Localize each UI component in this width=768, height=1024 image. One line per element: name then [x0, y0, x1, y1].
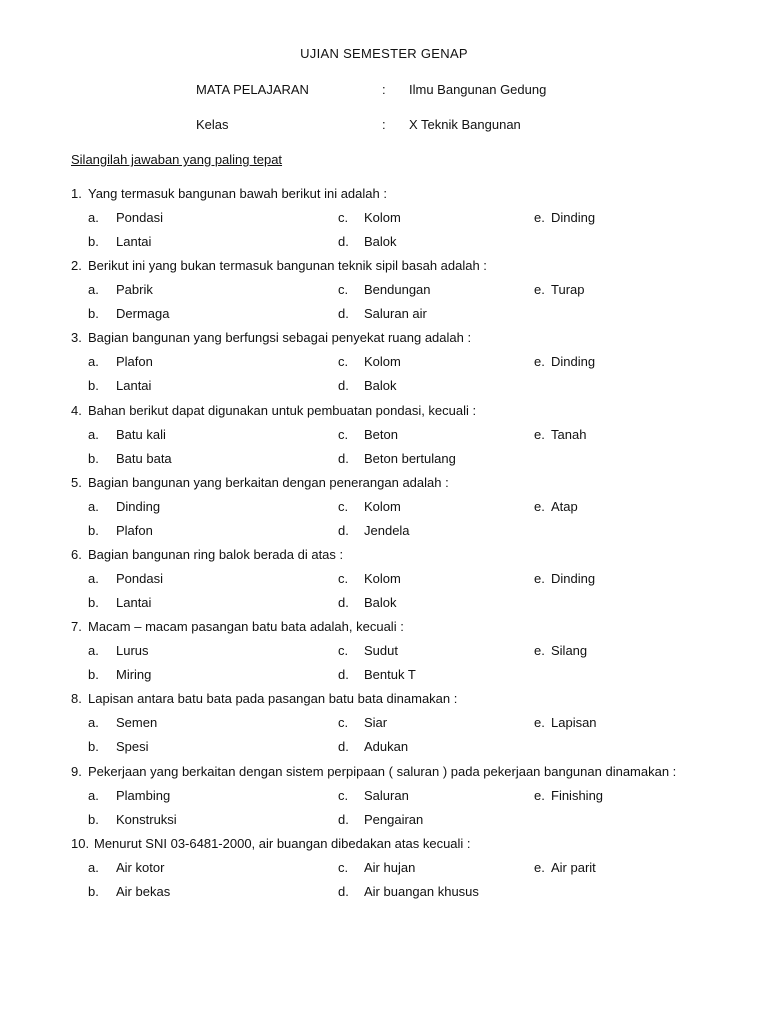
option-letter[interactable]: a.	[88, 210, 99, 225]
option-text[interactable]: Kolom	[364, 571, 401, 586]
option-text[interactable]: Atap	[551, 499, 578, 514]
option-letter[interactable]: b.	[88, 667, 99, 682]
option-text[interactable]: Kolom	[364, 210, 401, 225]
option-letter[interactable]: a.	[88, 427, 99, 442]
question-text: Pekerjaan yang berkaitan dengan sistem perpipaan ( saluran ) pada pekerjaan bangunan dinamakan :	[88, 764, 677, 779]
option-letter[interactable]: e.	[534, 715, 545, 730]
question-text: Bagian bangunan yang berfungsi sebagai penyekat ruang adalah :	[88, 330, 472, 345]
option-letter[interactable]: a.	[88, 788, 99, 803]
question-text: Bagian bangunan yang berkaitan dengan penerangan adalah :	[88, 475, 449, 490]
instruction: Silangilah jawaban yang paling tepat	[71, 152, 283, 167]
subject-label: MATA PELAJARAN	[196, 82, 309, 97]
option-letter[interactable]: e.	[534, 499, 545, 514]
option-text[interactable]: Kolom	[364, 354, 401, 369]
option-letter[interactable]: d.	[338, 595, 349, 610]
option-text[interactable]: Saluran	[364, 788, 409, 803]
option-letter[interactable]: a.	[88, 715, 99, 730]
option-text[interactable]: Pondasi	[116, 210, 163, 225]
question-text: Berikut ini yang bukan termasuk bangunan teknik sipil basah adalah :	[88, 258, 487, 273]
option-letter[interactable]: d.	[338, 884, 349, 899]
option-text[interactable]: Pondasi	[116, 571, 163, 586]
question-number: 8.	[71, 691, 82, 706]
option-letter[interactable]: b.	[88, 234, 99, 249]
option-text[interactable]: Siar	[364, 715, 388, 730]
option-text[interactable]: Semen	[116, 715, 158, 730]
question-number: 1.	[71, 186, 82, 201]
option-text[interactable]: Dinding	[551, 571, 596, 586]
option-letter[interactable]: b.	[88, 739, 99, 754]
question-text: Lapisan antara batu bata pada pasangan batu bata dinamakan :	[88, 691, 458, 706]
option-text[interactable]: Air kotor	[116, 860, 165, 875]
option-letter[interactable]: c.	[338, 788, 349, 803]
option-letter[interactable]: d.	[338, 306, 349, 321]
option-letter[interactable]: a.	[88, 499, 99, 514]
option-text[interactable]: Kolom	[364, 499, 401, 514]
option-text[interactable]: Bentuk T	[364, 667, 416, 682]
option-text[interactable]: Plafon	[116, 354, 153, 369]
question-number: 10.	[71, 836, 90, 851]
option-text[interactable]: Balok	[364, 378, 397, 393]
option-text[interactable]: Lantai	[116, 378, 152, 393]
option-text[interactable]: Spesi	[116, 739, 149, 754]
option-text[interactable]: Finishing	[551, 788, 604, 803]
option-text[interactable]: Lapisan	[551, 715, 597, 730]
option-text[interactable]: Bendungan	[364, 282, 431, 297]
option-letter[interactable]: d.	[338, 667, 349, 682]
option-letter[interactable]: d.	[338, 812, 349, 827]
option-letter[interactable]: c.	[338, 860, 349, 875]
option-text[interactable]: Balok	[364, 234, 397, 249]
option-text[interactable]: Tanah	[551, 427, 587, 442]
option-text[interactable]: Balok	[364, 595, 397, 610]
option-letter[interactable]: b.	[88, 306, 99, 321]
subject-colon: :	[382, 82, 386, 97]
option-text[interactable]: Air parit	[551, 860, 596, 875]
option-letter[interactable]: c.	[338, 210, 349, 225]
option-text[interactable]: Dinding	[116, 499, 161, 514]
option-text[interactable]: Beton bertulang	[364, 451, 456, 466]
option-text[interactable]: Beton	[364, 427, 398, 442]
option-text[interactable]: Lantai	[116, 234, 152, 249]
question-number: 9.	[71, 764, 82, 779]
option-text[interactable]: Dermaga	[116, 306, 170, 321]
option-letter[interactable]: e.	[534, 427, 545, 442]
option-text[interactable]: Air buangan khusus	[364, 884, 479, 899]
question-number: 4.	[71, 403, 82, 418]
option-letter[interactable]: c.	[338, 354, 349, 369]
question-text: Menurut SNI 03-6481-2000, air buangan dibedakan atas kecuali :	[94, 836, 471, 851]
option-text[interactable]: Plafon	[116, 523, 153, 538]
option-letter[interactable]: d.	[338, 451, 349, 466]
option-text[interactable]: Air hujan	[364, 860, 416, 875]
option-letter[interactable]: c.	[338, 715, 349, 730]
question-text: Bagian bangunan ring balok berada di atas :	[88, 547, 344, 562]
subject-value: Ilmu Bangunan Gedung	[409, 82, 547, 97]
option-letter[interactable]: e.	[534, 210, 545, 225]
question-number: 7.	[71, 619, 82, 634]
question-text: Yang termasuk bangunan bawah berikut ini adalah :	[88, 186, 387, 201]
question-number: 5.	[71, 475, 82, 490]
question-number: 6.	[71, 547, 82, 562]
question-text: Macam – macam pasangan batu bata adalah, kecuali :	[88, 619, 404, 634]
option-text[interactable]: Dinding	[551, 210, 596, 225]
option-letter[interactable]: a.	[88, 354, 99, 369]
option-letter[interactable]: d.	[338, 378, 349, 393]
exam-title: UJIAN SEMESTER GENAP	[300, 46, 468, 61]
option-text[interactable]: Lurus	[116, 643, 149, 658]
option-letter[interactable]: a.	[88, 571, 99, 586]
option-letter[interactable]: e.	[534, 643, 545, 658]
option-text[interactable]: Batu kali	[116, 427, 166, 442]
option-text[interactable]: Adukan	[364, 739, 409, 754]
option-letter[interactable]: a.	[88, 860, 99, 875]
question-number: 2.	[71, 258, 82, 273]
option-text[interactable]: Jendela	[364, 523, 410, 538]
option-letter[interactable]: d.	[338, 523, 349, 538]
option-text[interactable]: Sudut	[364, 643, 398, 658]
option-text[interactable]: Dinding	[551, 354, 596, 369]
option-letter[interactable]: a.	[88, 643, 99, 658]
option-letter[interactable]: e.	[534, 282, 545, 297]
option-letter[interactable]: e.	[534, 571, 545, 586]
option-letter[interactable]: b.	[88, 523, 99, 538]
option-letter[interactable]: d.	[338, 739, 349, 754]
option-letter[interactable]: c.	[338, 571, 349, 586]
option-text[interactable]: Plambing	[116, 788, 171, 803]
class-value: X Teknik Bangunan	[409, 117, 521, 132]
option-text[interactable]: Miring	[116, 667, 152, 682]
option-text[interactable]: Silang	[551, 643, 588, 658]
option-letter[interactable]: a.	[88, 282, 99, 297]
option-letter[interactable]: c.	[338, 427, 349, 442]
option-text[interactable]: Konstruksi	[116, 812, 177, 827]
option-letter[interactable]: b.	[88, 595, 99, 610]
option-letter[interactable]: b.	[88, 451, 99, 466]
option-text[interactable]: Pabrik	[116, 282, 153, 297]
option-letter[interactable]: b.	[88, 812, 99, 827]
class-colon: :	[382, 117, 386, 132]
question-text: Bahan berikut dapat digunakan untuk pembuatan pondasi, kecuali :	[88, 403, 477, 418]
option-text[interactable]: Pengairan	[364, 812, 424, 827]
option-letter[interactable]: c.	[338, 282, 349, 297]
option-text[interactable]: Saluran air	[364, 306, 427, 321]
option-text[interactable]: Lantai	[116, 595, 152, 610]
option-text[interactable]: Turap	[551, 282, 585, 297]
option-letter[interactable]: c.	[338, 643, 349, 658]
option-letter[interactable]: d.	[338, 234, 349, 249]
question-number: 3.	[71, 330, 82, 345]
option-letter[interactable]: b.	[88, 378, 99, 393]
option-letter[interactable]: b.	[88, 884, 99, 899]
option-text[interactable]: Batu bata	[116, 451, 172, 466]
option-letter[interactable]: e.	[534, 354, 545, 369]
class-label: Kelas	[196, 117, 229, 132]
option-text[interactable]: Air bekas	[116, 884, 171, 899]
option-letter[interactable]: e.	[534, 788, 545, 803]
option-letter[interactable]: e.	[534, 860, 545, 875]
option-letter[interactable]: c.	[338, 499, 349, 514]
